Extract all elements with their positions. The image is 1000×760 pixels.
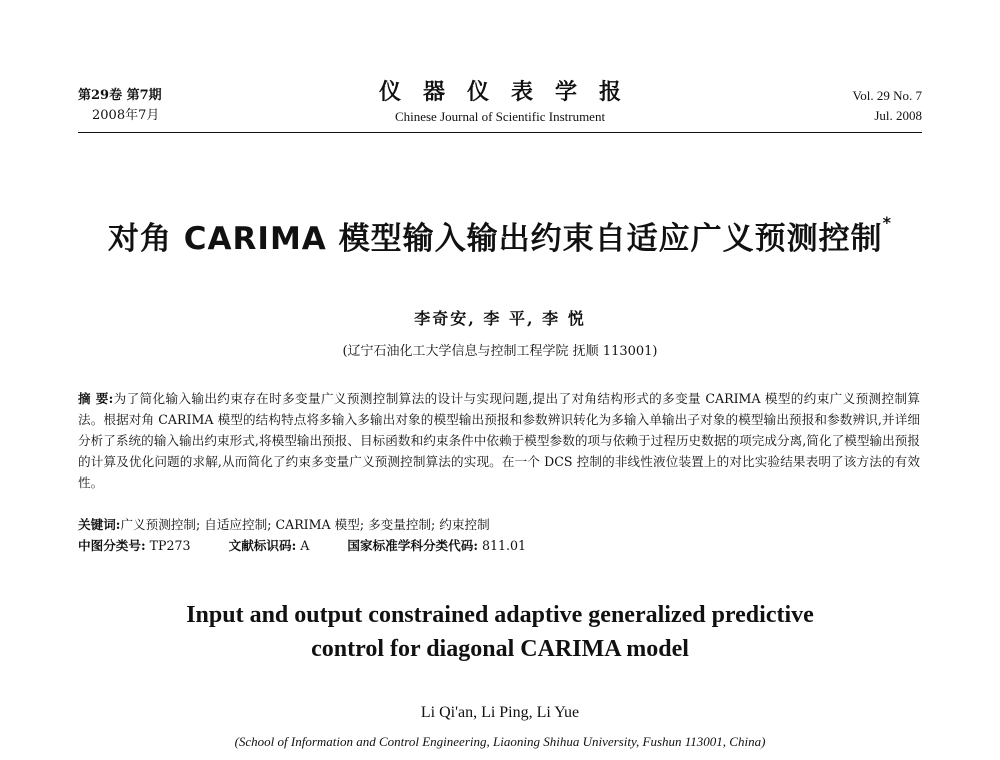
header-rule bbox=[78, 132, 922, 133]
journal-name-en: Chinese Journal of Scientific Instrument bbox=[394, 109, 606, 124]
abstract-label: 摘 要: bbox=[78, 391, 114, 406]
keywords-label: 关键词: bbox=[78, 517, 121, 532]
abstract-cn bbox=[78, 388, 920, 493]
std-code-value: 811.01 bbox=[481, 538, 527, 553]
date-en: Jul. 2008 bbox=[874, 108, 922, 123]
paper-title-cn bbox=[0, 213, 1000, 258]
authors-cn: 李奇安, 李 平, 李 悦 bbox=[414, 309, 586, 328]
doc-code-value: A bbox=[300, 538, 310, 553]
paper-title-en-line1: Input and output constrained adaptive generalized predictive bbox=[186, 602, 814, 628]
doc-code-label: 文献标识码: bbox=[228, 538, 297, 553]
date-cn: 2008年7月 bbox=[92, 108, 160, 123]
clc-value: TP273 bbox=[149, 538, 191, 553]
paper-title-cn-text: 对角 CARIMA 模型输入输出约束自适应广义预测控制 bbox=[108, 221, 883, 257]
journal-header bbox=[0, 0, 1000, 135]
header-left bbox=[78, 86, 162, 126]
std-code-label: 国家标准学科分类代码: bbox=[347, 538, 478, 553]
keywords-text: 广义预测控制; 自适应控制; CARIMA 模型; 多变量控制; 约束控制 bbox=[120, 517, 490, 532]
header-center bbox=[300, 78, 700, 128]
authors-en: Li Qi'an, Li Ping, Li Yue bbox=[420, 704, 580, 721]
affiliation-cn: (辽宁石油化工大学信息与控制工程学院 抚顺 113001) bbox=[342, 344, 658, 359]
clc-label: 中图分类号: bbox=[78, 538, 146, 553]
classification-line bbox=[78, 535, 920, 556]
paper-title-en bbox=[0, 598, 1000, 666]
journal-name-cn: 仪器仪表学报 bbox=[378, 79, 643, 105]
title-footnote-mark: * bbox=[882, 213, 892, 232]
volume-issue-cn: 第29卷 第7期 bbox=[78, 88, 162, 103]
keywords-line bbox=[78, 514, 920, 535]
abstract-text: 为了简化输入输出约束存在时多变量广义预测控制算法的设计与实现问题,提出了对角结构形式的多变量 CARIMA 模型的约束广义预测控制算法。根据对角 CARIMA 模型的结构特点将多输入多输出对象的模型输出预报和参数辨识转化为多输入单输出子对象的模型输出预报和参数辨识,并详细分析了系统的输入输出约束形式,将模型输出预报、目标函数和约束条件中依赖于模型参数的项与依赖于过程历史数据的项完成分离,简化了模型输出预报的计算及优化问题的求解,从而简化了约束多变量广义预测控制算法的实现。在一个 DCS 控制的非线性液位装置上的对比实验结果表明了该方法的有效性。 bbox=[78, 391, 920, 490]
header-right bbox=[853, 86, 922, 126]
affiliation-en: (School of Information and Control Engineering, Liaoning Shihua University, Fushun 113001, China) bbox=[234, 734, 766, 749]
paper-title-en-line2: control for diagonal CARIMA model bbox=[311, 636, 689, 662]
volume-issue-en: Vol. 29 No. 7 bbox=[852, 88, 922, 103]
